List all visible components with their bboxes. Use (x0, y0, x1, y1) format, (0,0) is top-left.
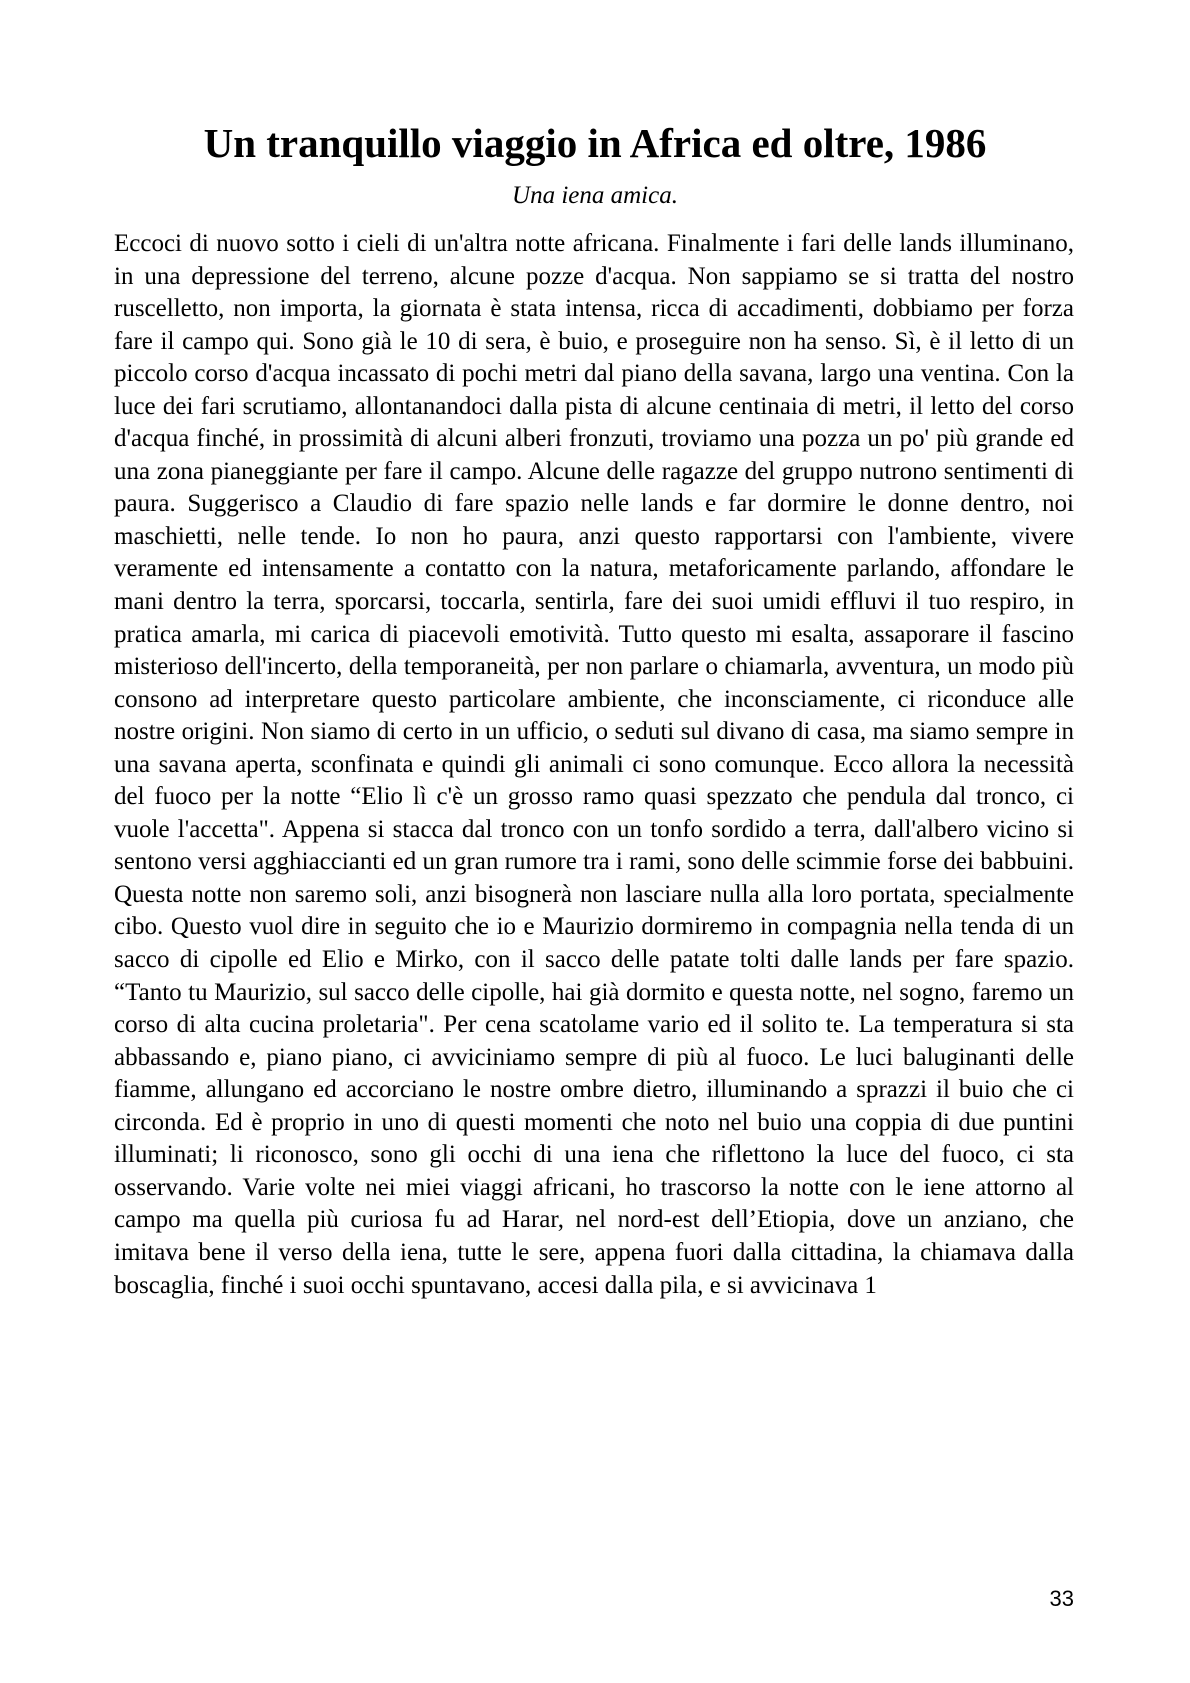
chapter-subtitle: Una iena amica. (512, 182, 678, 209)
page-number: 33 (1049, 1586, 1074, 1611)
chapter-title: Un tranquillo viaggio in Africa ed oltre, 1986 (203, 120, 987, 166)
body-paragraph: Eccoci di nuovo sotto i cieli di un'altra notte africana. Finalmente i fari delle lands illuminano, in una depressione del terreno, alcune pozze d'acqua. Non sappiamo se si tratta del nostro ruscelletto, non importa, la giornata è stata intensa, ricca di accadimenti, dobbiamo per forza fare il campo qui. Sono già le 10 di sera, è buio, e proseguire non ha senso. Sì, è il letto di un piccolo corso d'acqua incassato di pochi metri dal piano della savana, largo una ventina. Con la luce dei fari scrutiamo, allontanandoci dalla pista di alcune centinaia di metri, il letto del corso d'acqua finché, in prossimità di alcuni alberi fronzuti, troviamo una pozza un po' più grande ed una zona pianeggiante per fare il campo. Alcune delle ragazze del gruppo nutrono sentimenti di paura. Suggerisco a Claudio di fare spazio nelle lands e far dormire le donne dentro, noi maschietti, nelle tende. Io non ho paura, anzi questo rapportarsi con l'ambiente, vivere veramente ed intensamente a contatto con la natura, metaforicamente parlando, affondare le mani dentro la terra, sporcarsi, toccarla, sentirla, fare dei suoi umidi effluvi il tuo respiro, in pratica amarla, mi carica di piacevoli emotività. Tutto questo mi esalta, assaporare il fascino misterioso dell'incerto, della temporaneità, per non parlare o chiamarla, avventura, un modo più consono ad interpretare questo particolare ambiente, che inconsciamente, ci riconduce alle nostre origini. Non siamo di certo in un ufficio, o seduti sul divano di casa, ma siamo sempre in una savana aperta, sconfinata e quindi gli animali ci sono comunque. Ecco allora la necessità del fuoco per la notte “Elio lì c'è un grosso ramo quasi spezzato che pendula dal tronco, ci vuole l'accetta". Appena si stacca dal tronco con un tonfo sordido a terra, dall'albero vicino si sentono versi agghiaccianti ed un gran rumore tra i rami, sono delle scimmie forse dei babbuini. Questa notte non saremo soli, anzi bisognerà non lasciare nulla alla loro portata, specialmente cibo. Questo vuol dire in seguito che io e Maurizio dormiremo in compagnia nella tenda di un sacco di cipolle ed Elio e Mirko, con il sacco delle patate tolti dalle lands per fare spazio. “Tanto tu Maurizio, sul sacco delle cipolle, hai già dormito e questa notte, nel sogno, faremo un corso di alta cucina proletaria". Per cena scatolame vario ed il solito te. La temperatura si sta abbassando e, piano piano, ci avviciniamo sempre di più al fuoco. Le luci baluginanti delle fiamme, allungano ed accorciano le nostre ombre dietro, illuminando a sprazzi il buio che ci circonda. Ed è proprio in uno di questi momenti che noto nel buio una coppia di due puntini illuminati; li riconosco, sono gli occhi di una iena che riflettono la luce del fuoco, ci sta osservando. Varie volte nei miei viaggi africani, ho trascorso la notte con le iene attorno al campo ma quella più curiosa fu ad Harar, nel nord-est dell’Etiopia, dove un anziano, che imitava bene il verso della iena, tutte le sere, appena fuori dalla cittadina, la chiamava dalla boscaglia, finché i suoi occhi spuntavano, accesi dalla pila, e si avvicinava 1 (114, 230, 1074, 1299)
